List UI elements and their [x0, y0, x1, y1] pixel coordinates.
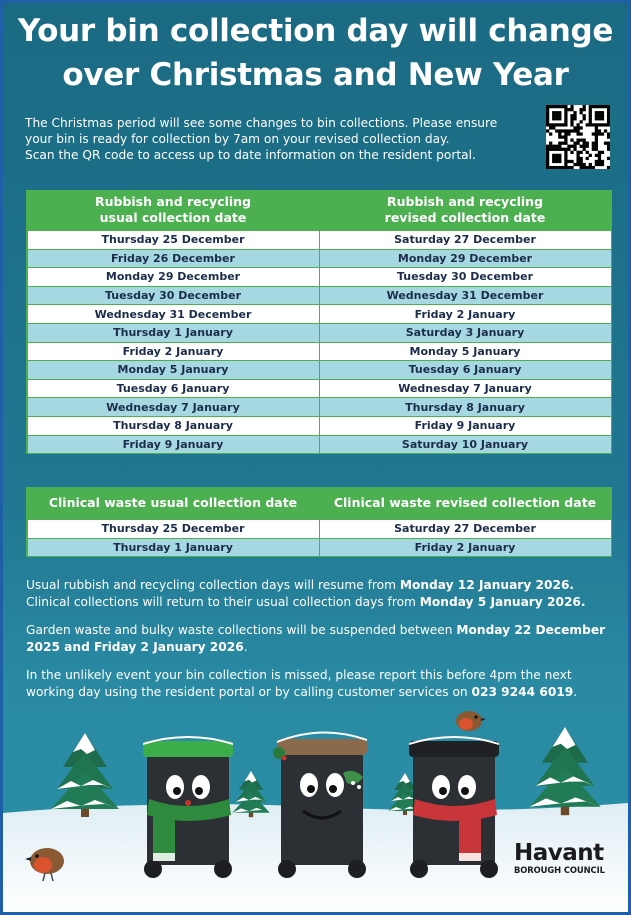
- title-line-1: Your bin collection day will change: [17, 13, 614, 49]
- usual-date-cell: Wednesday 7 January: [27, 398, 319, 417]
- wheelie-bin-icon: [273, 731, 367, 878]
- wheelie-bin-icon: [143, 736, 233, 878]
- revised-date-cell: Friday 2 January: [319, 538, 611, 557]
- usual-date-header: Rubbish and recycling usual collection date: [27, 190, 319, 231]
- garden-waste-note: Garden waste and bulky waste collections will be suspended between Monday 22 December 2025 and Friday 2 January 2026.: [26, 623, 606, 654]
- revised-date-cell: Saturday 27 December: [319, 520, 611, 539]
- usual-date-cell: Monday 5 January: [27, 361, 319, 380]
- table-row: [27, 323, 611, 342]
- table-row: [27, 305, 611, 324]
- revised-date-cell: Tuesday 30 December: [319, 268, 611, 287]
- qr-code-icon[interactable]: [546, 105, 610, 169]
- table-row: [27, 342, 611, 361]
- table-row: [27, 520, 611, 539]
- robin-icon: [456, 711, 486, 731]
- table-header-row: [27, 487, 611, 520]
- table-row: [27, 268, 611, 287]
- table-header-row: [27, 190, 611, 231]
- christmas-tree-icon: [232, 771, 269, 817]
- revised-date-cell: Wednesday 7 January: [319, 379, 611, 398]
- table-row: [27, 361, 611, 380]
- revised-date-cell: Tuesday 6 January: [319, 361, 611, 380]
- intro-text: [25, 115, 530, 163]
- clinical-schedule-table: [26, 487, 612, 557]
- usual-date-cell: Tuesday 6 January: [27, 379, 319, 398]
- table-row: [27, 379, 611, 398]
- christmas-tree-icon: [529, 727, 600, 815]
- notes: [26, 577, 616, 712]
- usual-date-cell: Tuesday 30 December: [27, 286, 319, 305]
- table-row: [27, 435, 611, 454]
- intro-line-1: The Christmas period will see some changes to bin collections. Please ensure: [25, 116, 498, 130]
- table-row: [27, 398, 611, 417]
- havant-logo: [514, 841, 605, 875]
- rubbish-schedule-table: [26, 190, 612, 454]
- page-title: [3, 9, 628, 97]
- usual-date-cell: Thursday 1 January: [27, 538, 319, 557]
- revised-date-cell: Friday 9 January: [319, 416, 611, 435]
- usual-date-cell: Monday 29 December: [27, 268, 319, 287]
- revised-date-cell: Monday 29 December: [319, 249, 611, 268]
- revised-date-cell: Saturday 27 December: [319, 231, 611, 250]
- usual-date-cell: Friday 26 December: [27, 249, 319, 268]
- revised-date-header: Rubbish and recycling revised collection date: [319, 190, 611, 231]
- table-row: [27, 286, 611, 305]
- christmas-tree-icon: [51, 733, 119, 817]
- table-row: [27, 538, 611, 557]
- wheelie-bin-icon: [409, 736, 499, 878]
- table-row: [27, 231, 611, 250]
- table-row: [27, 416, 611, 435]
- revised-date-cell: Monday 5 January: [319, 342, 611, 361]
- logo-subtitle: BOROUGH COUNCIL: [514, 865, 605, 875]
- usual-date-cell: Friday 2 January: [27, 342, 319, 361]
- revised-date-cell: Friday 2 January: [319, 305, 611, 324]
- revised-date-cell: Wednesday 31 December: [319, 286, 611, 305]
- usual-date-cell: Thursday 1 January: [27, 323, 319, 342]
- revised-date-cell: Saturday 3 January: [319, 323, 611, 342]
- intro-line-3: Scan the QR code to access up to date information on the resident portal.: [25, 148, 476, 162]
- usual-date-cell: Thursday 25 December: [27, 520, 319, 539]
- usual-date-cell: Thursday 25 December: [27, 231, 319, 250]
- clinical-revised-header: Clinical waste revised collection date: [319, 487, 611, 520]
- table-row: [27, 249, 611, 268]
- usual-date-cell: Friday 9 January: [27, 435, 319, 454]
- usual-date-cell: Thursday 8 January: [27, 416, 319, 435]
- christmas-bin-illustration: [3, 703, 628, 912]
- usual-date-cell: Wednesday 31 December: [27, 305, 319, 324]
- logo-name: Havant: [514, 840, 604, 866]
- clinical-usual-header: Clinical waste usual collection date: [27, 487, 319, 520]
- resume-note: Usual rubbish and recycling collection days will resume from Monday 12 January 2026. Clinical collections will return to their usual collection days from Monday 5 January 2026.: [26, 578, 586, 609]
- title-line-2: over Christmas and New Year: [62, 57, 569, 93]
- revised-date-cell: Thursday 8 January: [319, 398, 611, 417]
- revised-date-cell: Saturday 10 January: [319, 435, 611, 454]
- intro-line-2: your bin is ready for collection by 7am on your revised collection day.: [25, 132, 450, 146]
- missed-collection-note: In the unlikely event your bin collection is missed, please report this before 4pm the next working day using the resident portal or by calling customer services on 023 9244 6019.: [26, 668, 578, 699]
- phone-number: 023 9244 6019: [471, 684, 574, 699]
